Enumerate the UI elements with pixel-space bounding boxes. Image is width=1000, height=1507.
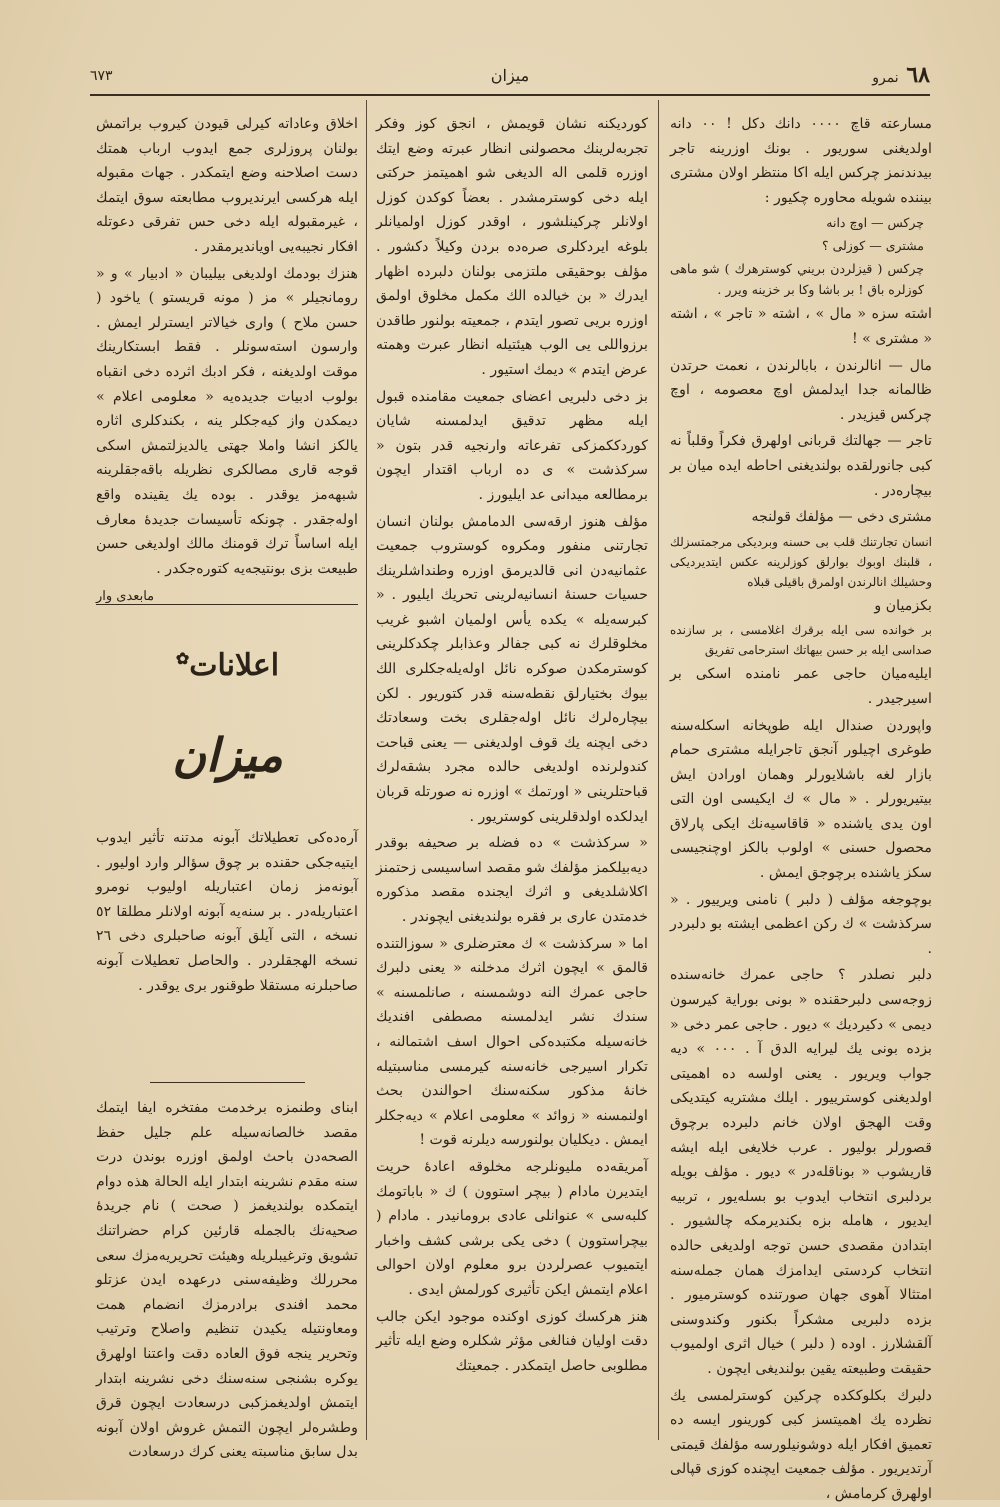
header-rule — [90, 94, 930, 96]
paragraph: اما « سركذشت » ك معترضلرى « سوزالتنده قالمق » ايچون اثرك مدخلنه « يعنى دلبرك حاجى عمرك النه دوشمسنه ، صانلمسنه » سندك نشر ايدلمسنه مصطفى افنديك خانه‌سيله مكتبده‌كى احوال اسف اشتمالنه ، تكرار اسيرجى خانه‌سنه كيرمسى مناسبتيله خانهٔ مذكور سكنه‌سنك احوالندن بحث اولنمسنه « زوائد » معلومى اعلام » ديه‌جكلر ايمش . ديكليان بولنورسه ديلرنه قوت ! — [376, 935, 648, 1149]
paragraph: « سركذشت » ده فضله بر صحيفه بوقدر ديه‌بيلكمز مؤلفك شو مقصد اساسيسى زحتمنز اكلاشلديغى و اثرك ايجنده مقصد مذكوره خدمتدن عارى بر فقره بولنديغنى ايچوندر . — [376, 835, 648, 925]
column-left-top — [96, 112, 358, 605]
page-number-right: ٦٨ — [906, 62, 930, 88]
short-rule — [150, 1082, 305, 1083]
paragraph: ابناى وطنمزه برخدمت مفتخره ايفا ايتمك مقصد خالصانه‌سيله علم جليل حفظ الصحه‌دن باحث اولمق اوزره بوندن درت سنه مقدم نشرينه ابتدار ايله الحالة هذه دوام ايتمكده بولنديغمز ( صحت ) نام جريدهٔ صحيه‌نك بالجمله قارئين كرام حضراتنك تشويق وترغيبلريله وهيئت تحريريه‌مزك سعى محررلك وظيفه‌سنى درعهده ايدن عزتلو محمد افندى برادرمزك انضمام همت ومعاونتيله يكيدن تنظيم واصلاح وترتيب وتحرير ينجه فوق العاده دقت واعتنا اولهرق يوكره بشنجى سنه‌سنك دخى نشرينه ابتدار ايتمش اولديغمزكبى درسعادت ايچون قرق وطشره‌لر ايچون التمش غروش اولان آبونه بدل سابق مناسبته يعنى كرك درسعادت — [96, 1100, 358, 1461]
paragraph: اشته سزه « مال » ، اشته « تاجر » ، اشته « مشترى » ! — [670, 306, 932, 347]
paragraph: هنز هركسك كوزى اوكنده موجود ايكن جالب دقت اوليان فنالغى مؤثر شكلره وضع ايله تأثير مطلوبى حاصل ايتمكدر . جمعيتك — [376, 1308, 648, 1374]
journal-name: ميزان — [490, 66, 530, 85]
column-right — [670, 112, 933, 1502]
column-middle — [376, 112, 648, 1447]
paragraph: بز دخى دلبريى اعضاى جمعيت مقامنده قبول ايله مظهر تدقيق ايدلمسنه شايان كوردككمزكى تفرعاته وارنجيه قدر بتون « سركذشت » ى ده ارباب اقتدار ايچون برمطالعه ميدانى عد ايليورز . — [376, 388, 648, 503]
paragraph: ايليه‌ميان حاجى عمر نامنده اسكى بر اسيرجيدر . — [670, 666, 932, 707]
quote: بر خوانده سى ايله برقرك اغلامسى ، بر سازنده صداسى ايله بر حسن بيهاتك استرحامى تفريق — [670, 623, 932, 658]
paragraph: مشترى دخى — مؤلفك قولنجه — [751, 509, 932, 526]
page-header — [90, 62, 930, 92]
column-separator-left — [366, 100, 367, 1440]
paragraph: تاجر — جهالتك قربانى اولهرق فكراً وقلباً نه كبى جانورلقده بولنديغنى احاطه ايده ميان بر بيچاره‌در . — [670, 433, 932, 499]
paragraph: آره‌ده‌كى تعطيلاتك آبونه مدتنه تأثير ايدوب ايتيه‌جكى حقنده بر چوق سؤالر وارد اوليور . آبونه‌مز زمان اعتباريله اوليوب نومرو اعتباريله‌در . بر سنه‌يه آبونه اولانلر مطلقا ٥٢ نسخه ، التى آيلق آبونه صاحبلرى دخى ٢٦ نسخه الهجقلردر . والحاصل تعطيلات آبونه صاحبلرنه مستقلا طوقنور برى يوقدر . — [96, 830, 358, 994]
paragraph: دلبرك بكلوككده چركين كوسترلمسى يك نظرده يك اهميتسز كبى كورينور ايسه ده تعميق افكار ايله دوشونيلورسه مؤلفك قيمتى آرتديريور . مؤلف جمعيت ايچنده كوزى قپالى اولهرق كرمامش ، — [670, 1387, 932, 1502]
paragraph: بوچوجغه مؤلف ( دلبر ) نامنى ويرييور . « سركذشت » ك ركن اعظمى ايشته بو دلبردر . — [670, 891, 932, 957]
issue-label: نمرو — [872, 70, 899, 86]
announcements-heading — [100, 648, 355, 683]
dialogue-line: چركس — اوچ دانه — [826, 215, 924, 231]
paragraph: مال — انالرندن ، بابالرندن ، نعمت حرتدن ظالمانه جدا ايدلمش اوچ معصومه ، اوچ چركس قيزيدر . — [670, 357, 932, 423]
paragraph: مؤلف هنوز ارقه‌سى الدمامش بولنان انسان تجارتنى منفور ومكروه كوستروب جمعيت عثمانيه‌دن انى قالديرمق اوزره وطنداشلرينك حسيات حسنهٔ انسانيه‌لرينى تحريك ايليور . « كبرسه‌يله » يكده يأس اولميان اشبو غريب مخلوقلرك نه كبى جفالر وعذابلر چكدكلرينى كوسترمكدن صوكره نائل اوله‌يله‌جكلرى الك بيوك بختيارلق نقطه‌سنه قدر كتوريور . لكن بيچاره‌لرك نائل اوله‌جقلرى بخت وسعادتك دخى ايچنه يك قوف اولديغنى — يعنى قباحت كندولرنده اولديغى حالده مجرد بشقه‌لرك قباحتلرينى « اورتمك » اوزره نه صورتله قربان ايدلكده اولدقلرينى كوستريور . — [376, 513, 648, 825]
paragraph: دلبر نصلدر ؟ حاجى عمرك خانه‌سنده زوجه‌سى دلبرحقنده « بونى بوراية كيرسون ديمى » دكيرديك » ديور . حاجى عمر دخى « بزده بونى يك ليرايه الدق آ . ٠٠٠ » ديه جواب ويريور . يعنى اولسه ده اهميتى اولديغنى كوسترييور . ايلك مشتريه كيتديكى وقت الهجق اولان خانم دلبرده برچوق قصورلر بوليور . عرب خلايغى ايله ايشه قاريشوب « بوناقله‌در » ديور . مؤلف بويله بردلبرى انتخاب ايدوب بو بسله‌يور ، تربيه ايديور ، هامله بزه بكنديرمكه چالشيور . ابتدادن مقصدى حسن توجه اولديغى حالده انتخاب كردستى ايدامزك همان جمله‌سنه امتثالا آهوى جهان صورتنده كوسترميور . بزده دلبريى مشكراً بكنور وكندوسنى آلقشلارز . اوده ( دلبر ) خيال اثرى اولميوب حقيقت وطبيعته يقين بولنديغى ايچون . — [670, 967, 933, 1377]
section-rule — [96, 604, 358, 605]
ornament-icon: ✿ — [175, 649, 190, 668]
paragraph: اخلاق وعاداته كيرلى قيودن كيروب براتمش بولنان پروزلرى جمع ايدوب ارباب همتك دست اصلاحنه وضع ايتمكدر . جهات مقبوله ايله هركسى ايرنديروب مطابعته سوق ايتمك ، غيرمقبوله ايله دخى حس تفرقى دعوتله افكار نجيبه‌يى اويانديرمقدر . — [96, 116, 358, 255]
paragraph: مسارعته قاچ ٠٠٠٠ دانك دكل ! ٠٠ دانه اولديغنى سوريور . بونك اوزرينه تاجر بيدندنمز چركس ايله اكا منتظر اولان مشترى بيننده شويله محاوره چكيور : — [670, 116, 932, 206]
page-number-left: ٦٧٣ — [90, 68, 113, 84]
quote: انسان تجارتنك قلب بى حسنه وبرديكى مرجمتسزلك ، قلبنك اوبوك بوارلق كوزلرينه عكس ايتديرديكى وحشيلك انالرندن اولمرق باقيلى قبلاه — [670, 534, 932, 589]
dialogue-line: مشترى — كوزلى ؟ — [821, 238, 924, 254]
paragraph: واپوردن صندال ايله طوپخانه اسكله‌سنه طوغرى اچيلور آنجق تاجرايله مشترى حمام بازار لغه باشلايورلر وهمان اورادن ايش بيتيريورلر . « مال » ك ايكيسى اون التى اون يدى ياشنده « قاقاسيه‌نك ايكى پارلاق محصول حسنى » اولوب بالكز اوچنجيسى سكز ياشنده برچوجق ايمش . — [670, 717, 932, 882]
paragraph: آمريقه‌ده مليونلرجه مخلوقه اعادهٔ حريت ايتديرن مادام ( بيچر استوون ) ك « باباتومك كلبه‌سى » عنوانلى عادى برومانيدر . مادام ( بيچراستوون ) دخى يكى برشى كشف واخبار ايتميوب عصرلردن برو معلوم اولان احوالى اعلام ايتمش ايكن تأثيرى كورلمش ايدى . — [376, 1158, 648, 1298]
paragraph: بكزميان و — [874, 597, 932, 614]
continued-note: مابعدى وار — [96, 589, 155, 605]
column-left-bottom — [96, 1096, 358, 1461]
dialogue-line: چركس ( قيزلردن بريني كوسترهرك ) شو ماهى كوزلره باق ! بر باشا وكا بر خزينه ويرر . — [670, 261, 924, 298]
column-separator-right — [658, 100, 659, 1440]
paragraph: كورديكنه نشان قويمش ، انجق كوز وفكر تجربه‌لرينك محصولنى انظار عبرته وضع ايتك اوزره قلمى اله الديغى شو اهميتمز حركتى ايله دخى كوسترمشدر . بعضاً كوكدن كوزل اولانلر چركينلشور ، اوقدر كوزل اولميانلر بلوغه ايردكلرى صره‌ده بردن وكيلاً دكشور . مؤلف بوحقيقى ملتزمى بولنان دلبرده اظهار ايدرك « بن خيالده الك مكمل مخلوق اولمق اوزره بريى تصور ايتدم ، جمعيته بولنور طاقدن برزواللى يى الوب هيئتيله انظار عبرت وهمته عرض ايتدم » ديمك استيور . — [376, 116, 648, 378]
mizan-title: ميزان — [172, 728, 283, 782]
paragraph: هنزك بودمك اولديغى بيليبان « ادبيار » و « رومانجيلر » مز ( مونه قريستو ) ياخود ( حسن ملاح ) وارى خيالاتر ايسترلر ايمش . وارسون استه‌سونلر . فقط ابستكارينك موقت اولديغنه ، فكر ادبك اثرده دخى انقباه بولوب ادبيات جديده‌يه « معلومى اعلام » ديمكدن واز كيه‌جكلر ينه ، بكندكلرى اثاره يالكز انشا واملا جهتى يالديزلتمش اسكى قوجه قارى مصالكرى نظريله باقه‌جقلرينه شبهه‌مز يوقدر . بوده يك يقينده واقع اوله‌جقدر . چونكه تأسيسات جديدهٔ معارف ايله اساساً ترك قومنك مالك اولديغى حسن طبيعت بزى بونتيجه‌يه كتوره‌جكدر . — [96, 265, 358, 577]
announcements-title: اعلانات — [189, 648, 280, 683]
